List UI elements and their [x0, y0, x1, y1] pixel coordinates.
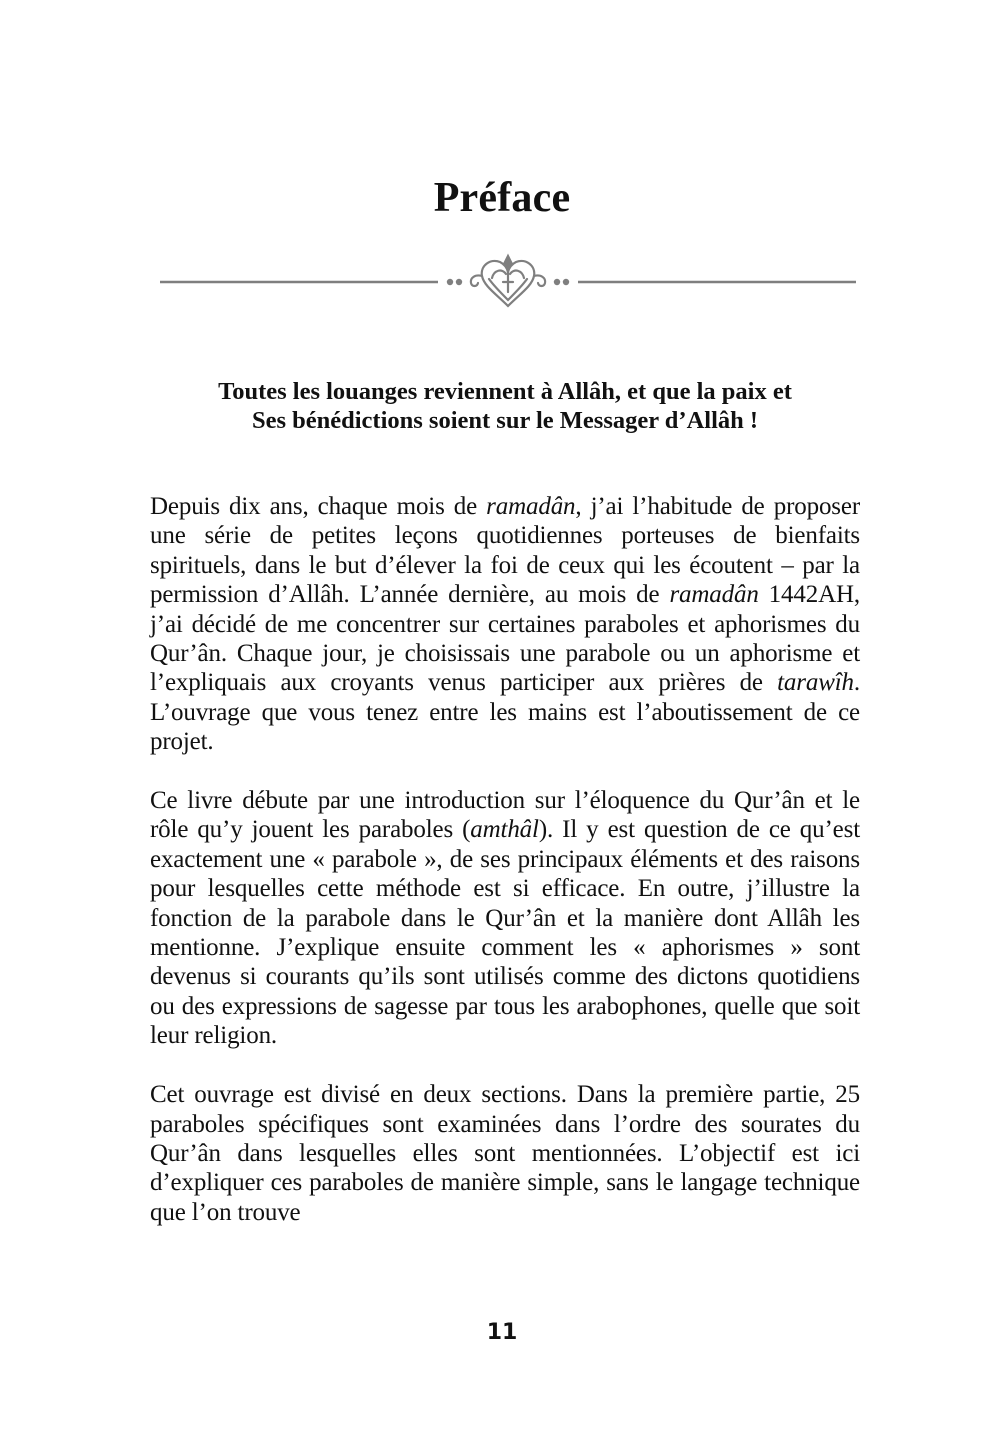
paragraph — [150, 1080, 860, 1227]
divider-dots-left — [447, 279, 462, 285]
text-run: , j’ai l’habitude de proposer une série de petites leçons quotidiennes porteuses de bienfaits spirituels, dans le but d’élever la foi de ceux qui les écoutent – par la permission d’Allâh. L’année dernière, au mois de — [150, 493, 860, 609]
salutation-line: Ses bénédictions soient sur le Messager d’Allâh ! — [251, 407, 759, 434]
text-run: Ce livre débute par une introduction sur l’éloquence du Qur’ân et le rôle qu’y jouent les paraboles ( — [150, 787, 860, 844]
divider-dots-right — [554, 279, 569, 285]
italic-term: amthâl — [470, 816, 539, 844]
text-run: Depuis dix ans, chaque mois de — [150, 493, 487, 520]
text-run: Cet ouvrage est divisé en deux sections. Dans la première partie, 25 paraboles spécifiques sont examinées dans l’ordre des sourates du Qur’ân dans lesquelles elles sont mentionnées. L’objectif est ici d’expliquer ces paraboles de manière simple, sans le langage technique que l’on trouve — [150, 1081, 860, 1226]
text-run: ). Il y est question de ce qu’est exactement une « parabole », de ses principaux éléments et des raisons pour lesquelles cette méthode est si efficace. En outre, j’illustre la fonction de la parabole dans le Qur’ân et la manière dont Allâh les mentionne. J’explique ensuite comment les « aphorismes » sont devenus si courants qu’ils sont utilisés comme des dictons quotidiens ou des expressions de sagesse par tous les arabophones, quelle que soit leur religion. — [150, 816, 861, 1050]
page-title: Préface — [433, 175, 571, 222]
paragraph — [150, 492, 860, 757]
italic-term: ramadân — [669, 581, 759, 609]
italic-term: ramadân — [486, 493, 576, 520]
fleuron-heart-icon — [471, 256, 545, 306]
page-number: 11 — [486, 1320, 518, 1345]
text-run: . L’ouvrage que vous tenez entre les mains est l’aboutissement de ce projet. — [150, 669, 860, 756]
paragraph — [150, 786, 860, 1051]
ornamental-divider — [158, 248, 858, 312]
salutation-line: Toutes les louanges reviennent à Allâh, et que la paix et — [218, 378, 792, 405]
salutation-heading — [150, 377, 860, 435]
preface-body — [150, 492, 860, 1257]
italic-term: tarawîh — [777, 669, 854, 697]
text-run: 1442AH, j’ai décidé de me concentrer sur certaines paraboles et aphorismes du Qur’ân. Chaque jour, je choisissais une parabole ou un aphorisme et l’expliquais aux croyants venus participer aux prières de — [150, 581, 860, 697]
